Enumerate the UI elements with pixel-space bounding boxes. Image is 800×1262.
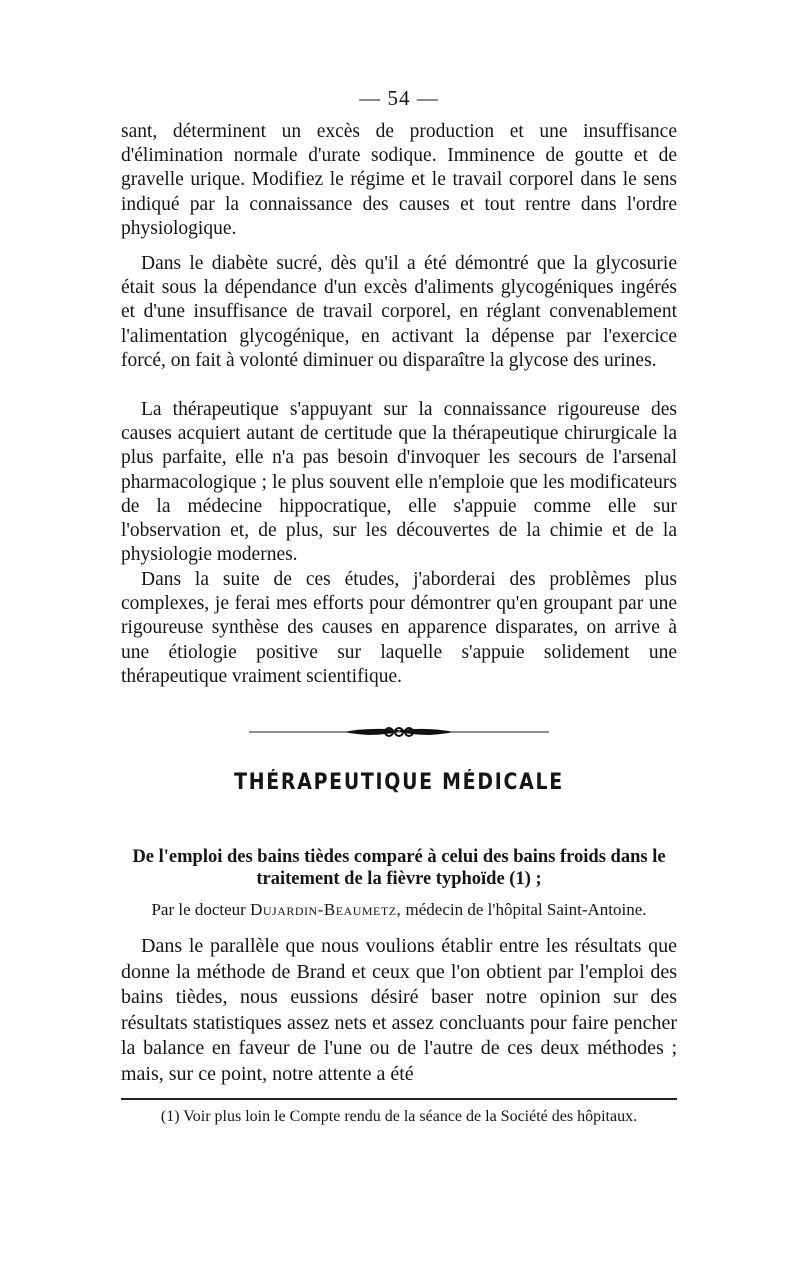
section-title: THÉRAPEUTIQUE MÉDICALE [234, 770, 564, 795]
byline-suffix: médecin de l'hôpital Saint-Antoine. [405, 900, 647, 919]
footnote-divider [121, 1098, 677, 1100]
paragraph-1: sant, déterminent un excès de production et une insuffisance d'élimination normale d'urate sodique. Imminence de goutte et de gravelle urique. Modifiez le régime et le travail corporel dans le sens indiqué par la connaissance des causes et tout rentre dans l'ordre physiologique. [121, 121, 677, 239]
article-byline [121, 900, 677, 920]
paragraph-2: Dans le diabète sucré, dès qu'il a été démontré que la glycosurie était sous la dépendance d'un excès d'aliments glycogéniques ingérés et d'une insuffisance de travail corporel, en réglant convenablement l'alimentation glycogénique, en activant la dépense par l'exercice forcé, on fait à volonté diminuer ou disparaître la glycose des urines. [121, 253, 677, 371]
byline-prefix: Par le docteur [151, 900, 246, 919]
article-paragraph: Dans le parallèle que nous voulions établir entre les résultats que donne la méthode de Brand et ceux que l'on obtient par l'emploi des bains tièdes, nous eussions désiré baser notre opinion sur des résultats statistiques assez nets et assez concluants pour faire pencher la balance en faveur de l'une ou de l'autre de ces deux méthodes ; mais, sur ce point, notre attente a été [121, 935, 677, 1085]
ornament-divider [249, 722, 549, 740]
footnote: (1) Voir plus loin le Compte rendu de la séance de la Société des hôpitaux. [160, 1108, 638, 1125]
page-number: — 54 — [359, 86, 439, 110]
article-title: De l'emploi des bains tièdes comparé à celui des bains froids dans le traitement de la fièvre typhoïde (1) ; [132, 847, 666, 889]
byline-author: Dujardin-Beaumetz, [250, 900, 402, 919]
paragraph-3: La thérapeutique s'appuyant sur la connaissance rigoureuse des causes acquiert autant de certitude que la thérapeutique chirurgicale la plus parfaite, elle n'a pas besoin d'invoquer les secours de l'arsenal pharmacologique ; le plus souvent elle n'emploie que les modificateurs de la médecine hippocratique, elle s'appuie comme elle sur l'observation et, de plus, sur les découvertes de la chimie et de la physiologie modernes. [121, 399, 677, 566]
paragraph-4: Dans la suite de ces études, j'aborderai des problèmes plus complexes, je ferai mes efforts pour démontrer qu'en groupant par une rigoureuse synthèse des causes en apparence disparates, on arrive à une étiologie positive sur laquelle s'appuie solidement une thérapeutique vraiment scientifique. [121, 569, 677, 687]
